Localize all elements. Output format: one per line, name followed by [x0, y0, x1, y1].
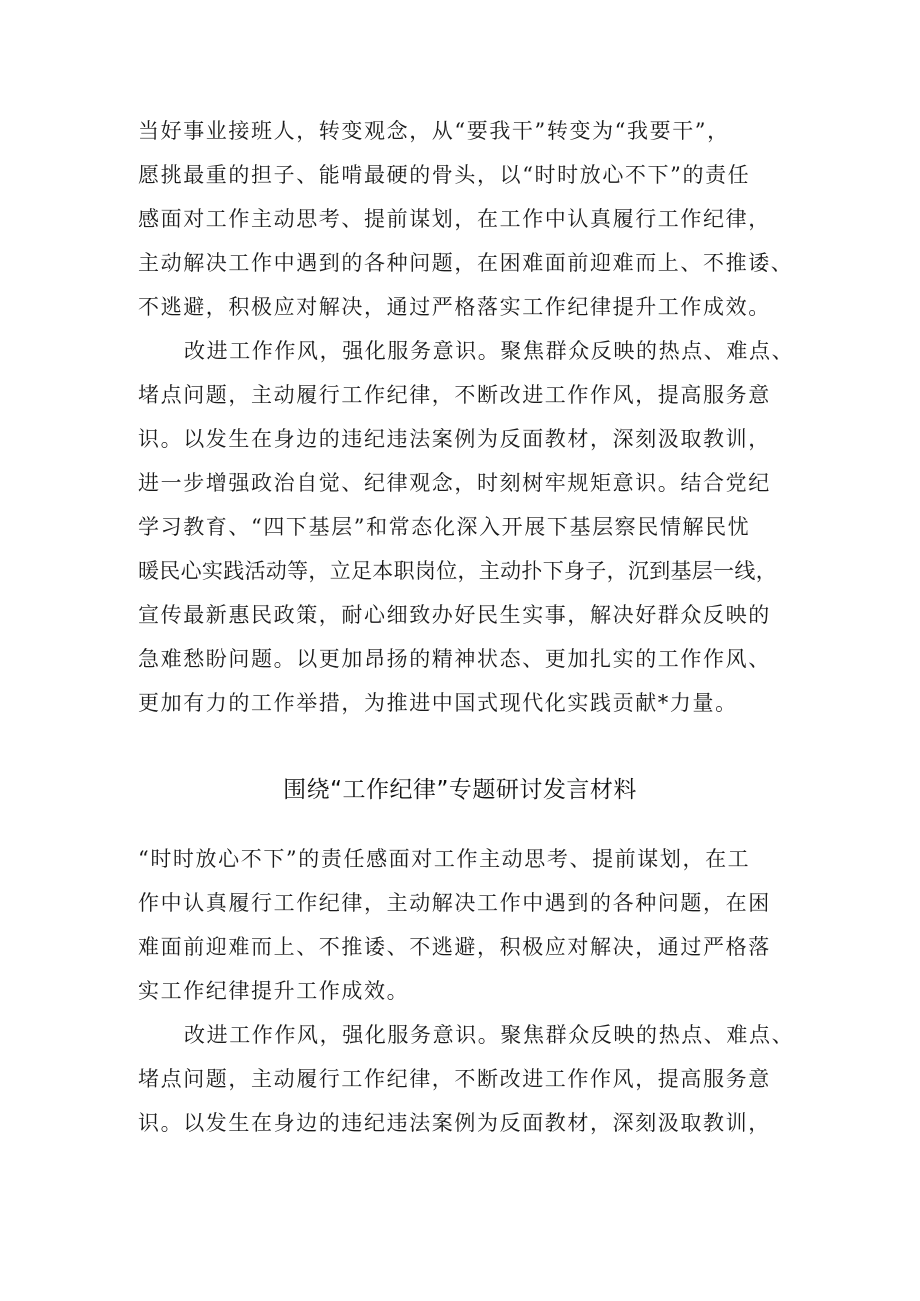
- paragraph-line: 宣传最新惠民政策，耐心细致办好民生实事，解决好群众反映的: [138, 603, 771, 627]
- paragraph-line: 改进工作作风，强化服务意识。聚焦群众反映的热点、难点、: [184, 1023, 795, 1047]
- paragraph-line: 堵点问题，主动履行工作纪律，不断改进工作作风，提高服务意: [138, 383, 771, 407]
- paragraph-line: 实工作纪律提升工作成效。: [138, 979, 410, 1003]
- paragraph-line: 不逃避，积极应对解决，通过严格落实工作纪律提升工作成效。: [138, 295, 771, 319]
- paragraph-line: 更加有力的工作举措，为推进中国式现代化实践贡献*力量。: [138, 691, 738, 715]
- paragraph-line: 暖民心实践活动等，立足本职岗位，主动扑下身子，沉到基层一线，: [138, 559, 777, 583]
- paragraph-line: 学习教育、“四下基层”和常态化深入开展下基层察民情解民忧: [138, 515, 751, 539]
- section-title: 围绕“工作纪律”专题研讨发言材料: [283, 777, 637, 803]
- paragraph-line: “时时放心不下”的责任感面对工作主动思考、提前谋划，在工: [138, 847, 751, 871]
- paragraph-line: 作中认真履行工作纪律，主动解决工作中遇到的各种问题，在困: [138, 891, 771, 915]
- paragraph-line: 改进工作作风，强化服务意识。聚焦群众反映的热点、难点、: [184, 339, 795, 363]
- paragraph-line: 主动解决工作中遇到的各种问题，在困难面前迎难而上、不推诿、: [138, 251, 794, 275]
- paragraph-line: 当好事业接班人，转变观念，从“要我干”转变为“我要干”，: [138, 119, 730, 143]
- paragraph-line: 难面前迎难而上、不推诿、不逃避，积极应对解决，通过严格落: [138, 935, 771, 959]
- paragraph-line: 愿挑最重的担子、能啃最硬的骨头，以“时时放心不下”的责任: [138, 163, 751, 187]
- paragraph-line: 堵点问题，主动履行工作纪律，不断改进工作作风，提高服务意: [138, 1067, 771, 1091]
- paragraph-line: 识。以发生在身边的违纪违法案例为反面教材，深刻汲取教训，: [138, 1111, 771, 1135]
- paragraph-line: 感面对工作主动思考、提前谋划，在工作中认真履行工作纪律，: [138, 207, 771, 231]
- paragraph-line: 识。以发生在身边的违纪违法案例为反面教材，深刻汲取教训，: [138, 427, 771, 451]
- paragraph-line: 急难愁盼问题。以更加昂扬的精神状态、更加扎实的工作作风、: [138, 647, 771, 671]
- paragraph-line: 进一步增强政治自觉、纪律观念，时刻树牢规矩意识。结合党纪: [138, 471, 771, 495]
